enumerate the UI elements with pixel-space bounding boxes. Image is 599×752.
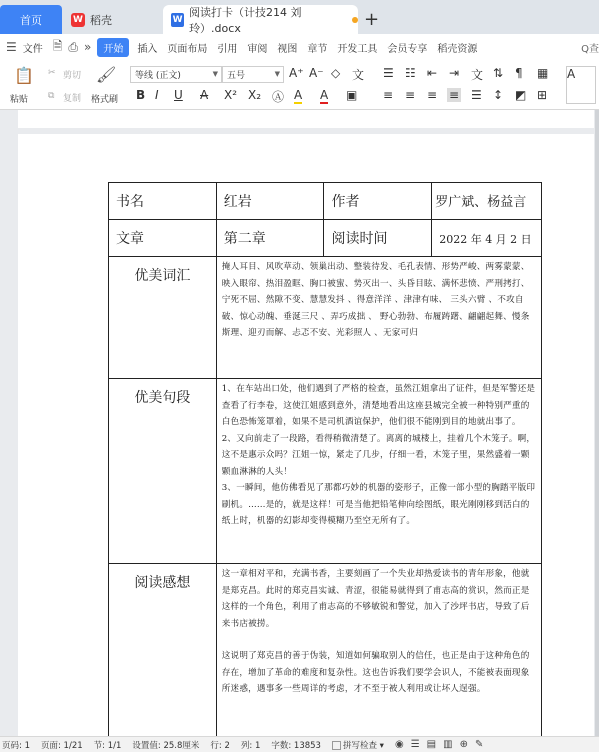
font-color-button[interactable]: A: [320, 88, 329, 102]
table-icon[interactable]: ▦: [537, 66, 549, 80]
subscript-button[interactable]: X₂: [248, 88, 262, 102]
menu-item-daoke[interactable]: 稻壳资源: [437, 43, 478, 55]
border-icon[interactable]: ⊞: [537, 88, 548, 102]
tab-home[interactable]: [0, 5, 62, 34]
font-name-select[interactable]: [130, 66, 222, 83]
table-row: [109, 564, 542, 737]
status-setting: 设置值: 25.8厘米: [132, 740, 200, 751]
align-right-icon[interactable]: ≡: [427, 88, 438, 102]
table-row: [109, 220, 542, 257]
style-gallery[interactable]: A: [566, 66, 596, 104]
spell-check-label: 拼写检查: [342, 740, 377, 751]
document-area[interactable]: [0, 110, 599, 736]
words-label: 优美词汇: [109, 257, 217, 379]
decrease-indent-icon[interactable]: ⇤: [427, 66, 438, 80]
status-page-number[interactable]: 页码: 1: [2, 740, 30, 751]
sentences-label: 优美句段: [109, 379, 217, 564]
thoughts-label: 阅读感想: [109, 564, 217, 737]
paste-icon[interactable]: 📋: [14, 66, 34, 85]
clear-format-icon[interactable]: ◇: [331, 66, 341, 80]
status-word-count[interactable]: 字数: 13853: [271, 740, 321, 751]
reading-time-label: 阅读时间: [324, 220, 432, 257]
book-title-value: 红岩: [216, 183, 324, 220]
align-center-icon[interactable]: ≡: [405, 88, 416, 102]
italic-button[interactable]: I: [155, 88, 159, 102]
pinyin-icon[interactable]: 文: [352, 68, 365, 82]
print-icon[interactable]: ⎙: [68, 39, 79, 54]
sort-icon[interactable]: ⇅: [493, 66, 504, 80]
ribbon-toolbar: [0, 60, 599, 110]
menu-bar: [0, 34, 599, 60]
number-list-icon[interactable]: ☷: [405, 66, 416, 80]
superscript-button[interactable]: X²: [224, 88, 238, 102]
vertical-scrollbar[interactable]: [595, 110, 599, 736]
font-size-value: 五号: [227, 71, 246, 81]
table-row: [109, 183, 542, 220]
show-marks-icon[interactable]: ¶: [515, 66, 523, 80]
line-spacing-icon[interactable]: ↕: [493, 88, 504, 102]
tab-daoke-label: 稻壳: [90, 13, 112, 27]
format-painter-icon[interactable]: 🖌: [96, 65, 117, 84]
previous-page-edge: [18, 110, 594, 128]
chapter-label: 文章: [109, 220, 217, 257]
reading-view-icon[interactable]: ▥: [443, 739, 453, 750]
shrink-font-button[interactable]: A⁻: [309, 66, 324, 80]
spell-check-checkbox[interactable]: [332, 741, 341, 750]
menu-item-chapter[interactable]: 章节: [307, 43, 328, 55]
hamburger-menu-icon[interactable]: ☰: [6, 40, 17, 54]
bold-button[interactable]: B: [136, 88, 146, 102]
wps-logo-icon: W: [71, 13, 85, 27]
align-justify-icon[interactable]: ≡: [449, 88, 460, 102]
shading-icon[interactable]: ◩: [515, 88, 527, 102]
text-effect-icon[interactable]: Ⓐ: [272, 90, 285, 104]
font-size-select[interactable]: [222, 66, 284, 83]
increase-indent-icon[interactable]: ⇥: [449, 66, 460, 80]
tab-document[interactable]: [163, 5, 358, 34]
menu-item-start[interactable]: 开始: [97, 38, 129, 57]
bullet-list-icon[interactable]: ☰: [383, 66, 394, 80]
menu-file[interactable]: 文件: [22, 43, 43, 55]
unsaved-dot-icon: [352, 17, 358, 23]
tab-daoke[interactable]: [63, 5, 163, 34]
web-view-icon[interactable]: ⊕: [459, 739, 468, 750]
char-border-icon[interactable]: ▣: [346, 88, 358, 102]
sentences-content: [216, 379, 541, 564]
outline-view-icon[interactable]: ☰: [410, 739, 420, 750]
thought-paragraph: 这说明了郑克昌的善于伪装，知道如何骗取别人的信任，也正是由于这种角色的存在，增加了革命的难度和复杂性。这也告诉我们要学会识人，不能被表面现象所迷惑，遇事多一些周详的考虑，才不至于被人利用或让坏人逞强。: [221, 651, 530, 694]
font-name-value: 等线 (正文): [135, 71, 181, 81]
reading-card-table: [108, 182, 542, 736]
save-icon[interactable]: 🗎: [52, 38, 63, 53]
words-content: [216, 257, 541, 379]
eye-protect-icon[interactable]: ◉: [394, 739, 404, 750]
spell-check-toggle[interactable]: 拼写检查 ▾: [332, 739, 384, 751]
status-row: 行: 2: [210, 740, 230, 751]
cut-icon: ✂: [48, 68, 56, 78]
underline-button[interactable]: U: [174, 88, 183, 102]
status-bar: [0, 736, 599, 752]
write-view-icon[interactable]: ✎: [474, 739, 484, 750]
chevron-down-icon: ▼: [212, 70, 218, 78]
more-icon[interactable]: »: [84, 40, 92, 54]
chevron-down-icon: ▼: [274, 70, 280, 78]
tab-document-label: 阅读打卡（计技214 刘玲）.docx: [189, 5, 302, 35]
align-left-icon[interactable]: ≡: [383, 88, 394, 102]
highlight-button[interactable]: A: [294, 88, 303, 102]
menu-item-reference[interactable]: 引用: [217, 43, 238, 55]
search-icon[interactable]: Q查: [581, 43, 599, 55]
copy-icon: ⧉: [48, 91, 55, 101]
sentence-paragraph: 3、一瞬间，他仿佛看见了那都巧妙的机器的姿形子，正像一部小型的胸踏平版印刷机。……是的，就是这样！可是当他把铅笔伸向绘图纸，眼光刚刚移到活白的纸上时，机器的幻影却变得模糊乃至空无所有了。: [221, 483, 536, 526]
thoughts-content: [216, 564, 541, 737]
table-row: [109, 379, 542, 564]
chapter-value: 第二章: [216, 220, 324, 257]
cut-button[interactable]: 剪切: [63, 71, 82, 81]
distribute-icon[interactable]: ☰: [471, 88, 482, 102]
menu-item-insert[interactable]: 插入: [137, 43, 158, 55]
author-label: 作者: [324, 183, 432, 220]
menu-item-review[interactable]: 审阅: [247, 43, 268, 55]
tab-home-label: 首页: [20, 13, 42, 27]
book-title-label: 书名: [109, 183, 217, 220]
menu-item-layout[interactable]: 页面布局: [167, 43, 208, 55]
words-text: 掩人耳目、风吹草动、领巢出动、整装待发、毛孔表情、形势严峻、两雾蒙蒙、映入眼帘、热泪盈眶、胸口被蜜、势灭出一、头昏目眩、满怀悲愤、严刑拷打、宁死不屈、然隙不变、慧慧发抖 、得意洋洋 、津津有味、 三头六臂 、不攻自破、惊心动魄、垂涎三尺 、弄巧成拙 、 野心勃勃、布履踌躇、翩翩起舞、慢条斯理、迎刃而解、忐忑不安、光彩照人 、无家可归: [221, 262, 530, 338]
status-page[interactable]: 页面: 1/21: [40, 740, 83, 751]
grow-font-button[interactable]: A⁺: [289, 66, 304, 80]
document-icon: W: [172, 14, 183, 25]
sentence-paragraph: 1、在车站出口处，他们遇到了严格的检查，虽然江姐拿出了证件，但是军警还是查看了行李卷，这使江姐感到意外，清楚地看出这座县城完全被一种特别严重的白色恐怖笼罩着，如果不是司机酒谊保护，他们很不能刚到目的地就出事了。: [221, 384, 536, 427]
status-column: 列: 1: [240, 740, 261, 751]
tab-bar: [0, 0, 599, 34]
strikethrough-button[interactable]: A: [200, 88, 209, 102]
table-row: [109, 257, 542, 379]
paste-button[interactable]: 粘贴: [10, 95, 29, 105]
sentence-paragraph: 2、又向前走了一段路，看得稍微清楚了。离离的城楼上，挂着几个木笼子。啊，这不是惠示众吗？江姐一惊，紧走了几步，仔细一看，木笼子里，果然盛着一颗颗血淋淋的人头！: [221, 433, 536, 477]
menu-item-devtools[interactable]: 开发工具: [337, 43, 378, 55]
new-tab-button[interactable]: +: [364, 9, 380, 30]
chinese-layout-icon[interactable]: 文: [471, 68, 484, 82]
status-section: 节: 1/1: [93, 740, 122, 751]
reading-time-value: 2022 年 4 月 2 日: [432, 220, 542, 257]
thought-paragraph: 这一章相对平和，充满书香，主要刻画了一个失业却热爱读书的青年形象，他就是郑克昌。此时的郑克昌实诚、青涩，很能易就得到了甫志高的赏识，然而正是这样的一个角色，利用了甫志高的不够敏锐和警觉，加入了沙坪书店，导致了后来书店被捞。: [221, 569, 530, 629]
menu-item-view[interactable]: 视图: [277, 43, 298, 55]
document-page[interactable]: [18, 134, 594, 736]
author-value: 罗广斌、杨益言: [432, 183, 542, 220]
page-view-icon[interactable]: ▤: [426, 739, 437, 750]
format-painter-button[interactable]: 格式刷: [91, 95, 119, 105]
menu-item-member[interactable]: 会员专享: [387, 43, 428, 55]
copy-button[interactable]: 复制: [63, 94, 82, 104]
